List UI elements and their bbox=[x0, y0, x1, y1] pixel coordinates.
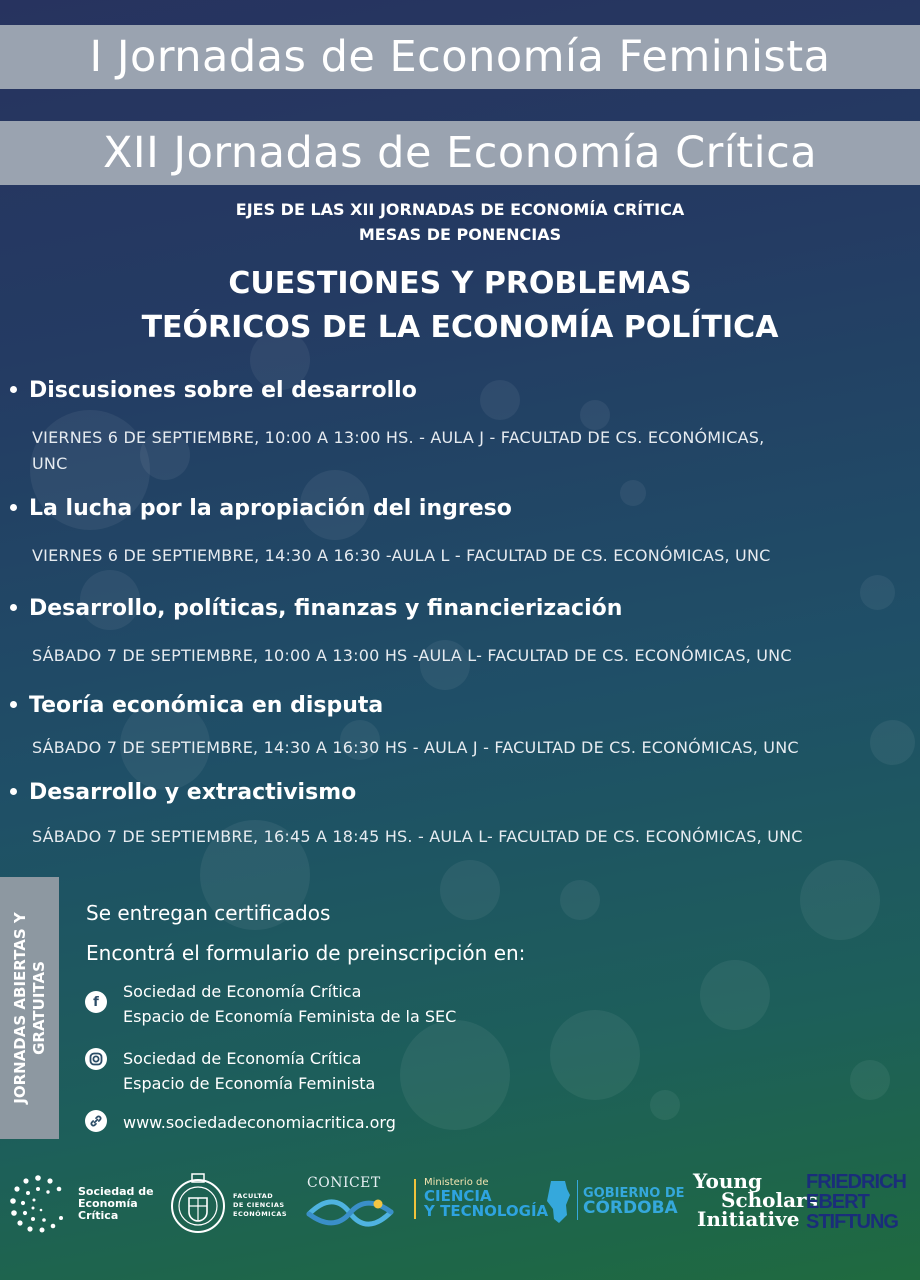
header-title-critica: XII Jornadas de Economía Crítica bbox=[102, 128, 818, 178]
instagram-link[interactable]: Sociedad de Economía Crítica Espacio de Economía Feminista bbox=[123, 1049, 376, 1093]
conicet-wave-icon bbox=[305, 1196, 395, 1230]
preregistration-text: Encontrá el formulario de preinscripción en: bbox=[86, 941, 526, 965]
certificates-text: Se entregan certificados bbox=[86, 901, 331, 925]
open-free-side-band bbox=[0, 877, 59, 1139]
header-band-2 bbox=[0, 121, 920, 185]
university-seal-icon bbox=[170, 1170, 226, 1236]
axis-item-schedule: VIERNES 6 DE SEPTIEMBRE, 14:30 A 16:30 -AULA L - FACULTAD DE CS. ECONÓMICAS, UNC bbox=[32, 546, 771, 565]
axis-item-schedule: VIERNES 6 DE SEPTIEMBRE, 10:00 A 13:00 HS. - AULA J - FACULTAD DE CS. ECONÓMICAS, UNC bbox=[32, 428, 765, 473]
website-link[interactable]: www.sociedadeconomiacritica.org bbox=[123, 1113, 396, 1132]
axis-item-schedule: SÁBADO 7 DE SEPTIEMBRE, 14:30 A 16:30 HS - AULA J - FACULTAD DE CS. ECONÓMICAS, UNC bbox=[32, 738, 799, 757]
axis-item-schedule: SÁBADO 7 DE SEPTIEMBRE, 10:00 A 13:00 HS -AULA L- FACULTAD DE CS. ECONÓMICAS, UNC bbox=[32, 646, 792, 665]
axis-item-title: Desarrollo, políticas, finanzas y financierización bbox=[10, 596, 622, 621]
subtitle-line-1: EJES DE LAS XII JORNADAS DE ECONOMÍA CRÍTICA bbox=[235, 200, 685, 219]
facebook-link[interactable]: Sociedad de Economía Crítica Espacio de Economía Feminista de la SEC bbox=[123, 982, 457, 1026]
bullet-icon bbox=[10, 504, 17, 511]
sec-dots-logo-icon bbox=[6, 1172, 70, 1236]
cordoba-map-icon bbox=[545, 1179, 571, 1225]
side-band-line-2: GRATUITAS bbox=[29, 961, 48, 1055]
axis-item-title: Discusiones sobre el desarrollo bbox=[10, 378, 417, 403]
main-title-line-1: CUESTIONES Y PROBLEMAS bbox=[228, 266, 692, 301]
header-band-1 bbox=[0, 25, 920, 89]
header-title-feminista: I Jornadas de Economía Feminista bbox=[89, 32, 831, 82]
subtitle-line-2: MESAS DE PONENCIAS bbox=[358, 225, 562, 244]
axis-item-title: Desarrollo y extractivismo bbox=[10, 780, 356, 805]
axis-item-title: La lucha por la apropiación del ingreso bbox=[10, 496, 512, 521]
link-icon[interactable] bbox=[85, 1110, 107, 1132]
bullet-icon bbox=[10, 386, 17, 393]
side-band-line-1: JORNADAS ABIERTAS Y bbox=[10, 912, 29, 1104]
main-title-line-2: TEÓRICOS DE LA ECONOMÍA POLÍTICA bbox=[141, 310, 779, 345]
bullet-icon bbox=[10, 788, 17, 795]
instagram-icon[interactable] bbox=[85, 1048, 107, 1070]
axis-item-title: Teoría económica en disputa bbox=[10, 693, 383, 718]
bullet-icon bbox=[10, 701, 17, 708]
axis-item-schedule: SÁBADO 7 DE SEPTIEMBRE, 16:45 A 18:45 HS. - AULA L- FACULTAD DE CS. ECONÓMICAS, UNC bbox=[32, 827, 803, 846]
facebook-icon[interactable]: f bbox=[85, 991, 107, 1013]
bullet-icon bbox=[10, 604, 17, 611]
